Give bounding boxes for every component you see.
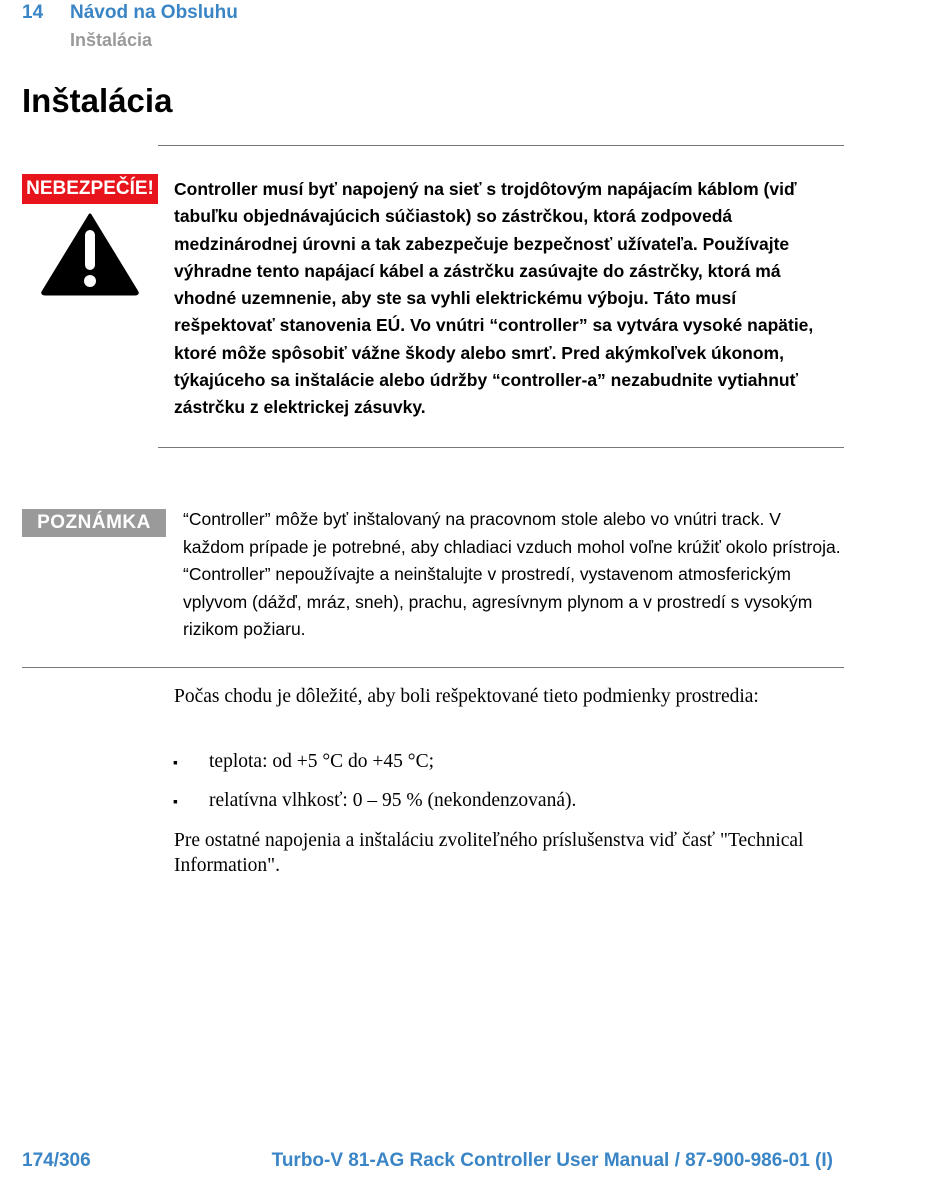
section-title: Inštalácia xyxy=(70,30,153,50)
chapter-number: 14 xyxy=(22,2,44,23)
chapter-title: Návod na Obsluhu xyxy=(70,2,238,23)
danger-label: NEBEZPEČÍE! xyxy=(22,174,158,204)
note-message: “Controller” môže byť inštalovaný na pracovnom stole alebo vo vnútri track. V každom prípade je potrebné, aby chladiaci vzduch mohol voľne krúžiť okolo prístroja. “Controller” nepoužívajte a neinštalujte v prostredí, vystavenom atmosferickým vplyvom (dážď, mráz, sneh), prachu, agresívnym plynom a v prostredí s vysokým rizikom požiaru. xyxy=(183,509,841,639)
danger-bottom-divider xyxy=(158,447,844,448)
accessories-reference: Pre ostatné napojenia a inštaláciu zvoliteľného príslušenstva viď časť "Technical Information". xyxy=(174,830,804,876)
danger-top-divider xyxy=(158,145,844,146)
list-bullet: ▪ xyxy=(173,756,178,771)
list-item-temperature: teplota: od +5 °C do +45 °C; xyxy=(209,751,435,772)
list-bullet: ▪ xyxy=(173,795,178,810)
note-bottom-divider xyxy=(22,667,844,668)
list-item-humidity: relatívna vlhkosť: 0 – 95 % (nekondenzovaná). xyxy=(209,790,577,811)
page-title: Inštalácia xyxy=(22,82,173,119)
warning-triangle-icon xyxy=(40,212,140,296)
danger-message: Controller musí byť napojený na sieť s trojdôtovým napájacím káblom (viď tabuľku objednávajúcich súčiastok) so zástrčkou, ktorá zodpovedá medzinárodnej úrovni a tak zabezpečuje bezpečnosť užívateľa. Používajte výhradne tento napájací kábel a zástrčku zasúvajte do zástrčky, ktorá má vhodné uzemnenie, aby ste sa vyhli elektrickému výboju. Táto musí rešpektovať stanovenia EÚ. Vo vnútri “controller” sa vytvára vysoké napätie, ktoré môže spôsobiť vážne škody alebo smrť. Pred akýmkoľvek úkonom, týkajúceho sa inštalácie alebo údržby “controller-a” nezabudnite vytiahnuť zástrčku z elektrickej zásuvky. xyxy=(174,179,814,418)
page-number: 174/306 xyxy=(22,1150,91,1171)
note-label: POZNÁMKA xyxy=(22,509,166,537)
conditions-intro: Počas chodu je dôležité, aby boli rešpektované tieto podmienky prostredia: xyxy=(174,686,759,707)
document-title: Turbo-V 81-AG Rack Controller User Manual / 87-900-986-01 (I) xyxy=(271,1150,833,1171)
